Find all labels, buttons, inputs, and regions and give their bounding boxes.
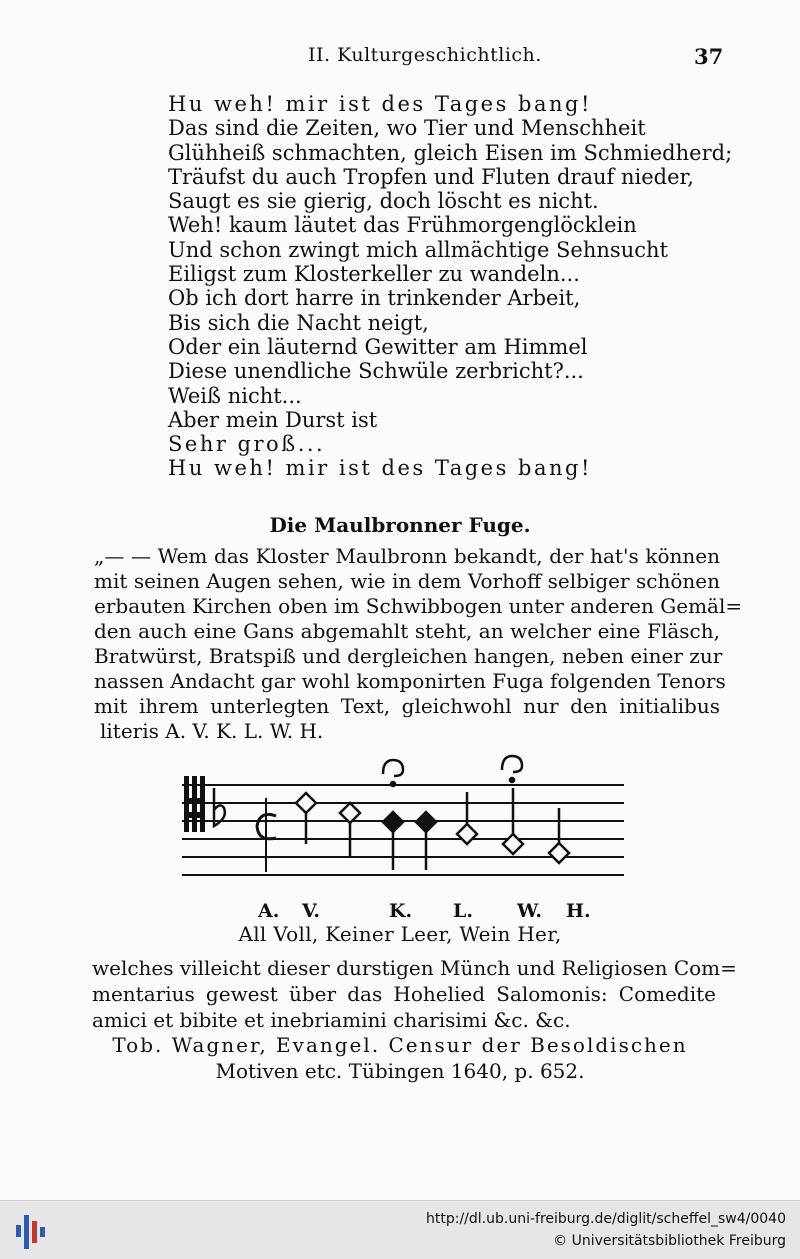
note-diamond-icon (503, 834, 523, 854)
poem-line: Saugt es sie gierig, doch löscht es nicht. (168, 189, 599, 214)
note-letter: H. (566, 900, 591, 922)
note-letters (0, 900, 800, 924)
prose-line: nassen Andacht gar wohl komponirten Fuga folgenden Tenors (94, 669, 726, 693)
poem-line: Hu weh! mir ist des Tages bang! (168, 456, 592, 481)
copyright-text: © Universitätsbibliothek Freiburg (553, 1233, 786, 1249)
library-logo-icon (14, 1209, 48, 1253)
prose-line: mit seinen Augen sehen, wie in dem Vorhoff selbiger schönen (94, 569, 720, 593)
page-number: 37 (694, 44, 724, 69)
prose-line: erbauten Kirchen oben im Schwibbogen unter anderen Gemäl= (94, 594, 743, 618)
prose-line: mit ihrem unterlegten Text, gleichwohl nur den initialibus (94, 694, 720, 718)
poem-line: Sehr groß... (168, 432, 326, 457)
poem-line: Das sind die Zeiten, wo Tier und Menschheit (168, 116, 646, 141)
note-letter: L. (453, 900, 473, 922)
note-letter: K. (389, 900, 413, 922)
clef-icon (184, 776, 205, 832)
prose-line: Bratwürst, Bratspiß und dergleichen hangen, neben einer zur (94, 644, 723, 668)
poem-line: Eiligst zum Klosterkeller zu wandeln... (168, 262, 580, 287)
poem-line: Hu weh! mir ist des Tages bang! (168, 92, 592, 116)
poem (168, 92, 733, 481)
poem-line: Träufst du auch Tropfen und Fluten drauf nieder, (168, 164, 694, 189)
prose-line: den auch eine Gans abgemahlt steht, an welcher eine Fläsch, (94, 619, 720, 643)
poem-line: Ob ich dort harre in trinkender Arbeit, (168, 286, 581, 311)
citation-line: Tob. Wagner, Evangel. Censur der Besoldischen (112, 1033, 688, 1057)
poem-line: Weh! kaum läutet das Frühmorgenglöcklein (168, 213, 637, 238)
poem-line: Und schon zwingt mich allmächtige Sehnsucht (168, 237, 668, 262)
poem-line: Bis sich die Nacht neigt, (168, 310, 429, 335)
prose-line: „— — Wem das Kloster Maulbronn bekandt, der hat's können (94, 544, 720, 568)
note-letter: V. (302, 900, 321, 922)
note-diamond-icon (549, 843, 569, 863)
poem-line: Glühheiß schmachten, gleich Eisen im Schmiedherd; (168, 140, 733, 165)
poem-line: Oder ein läuternd Gewitter am Himmel (168, 334, 588, 359)
running-head: II. Kulturgeschichtlich. (308, 44, 542, 66)
prose-line: mentarius gewest über das Hohelied Salomonis: Comedite (92, 982, 716, 1006)
prose-paragraph (94, 544, 743, 744)
poem-line: Weiß nicht... (168, 383, 302, 408)
music-notation (180, 748, 640, 890)
section-title: Die Maulbronner Fuge. (269, 513, 531, 537)
poem-line: Diese unendliche Schwüle zerbricht?... (168, 359, 584, 384)
fermata-icon (502, 756, 522, 782)
viewer-footer (0, 1200, 800, 1259)
poem-line: Aber mein Durst ist (168, 407, 378, 432)
citation (0, 1032, 800, 1084)
prose-paragraph-2 (92, 955, 737, 1033)
note-diamond-icon (457, 824, 477, 844)
page-header (0, 44, 800, 74)
underlaid-text: All Voll, Keiner Leer, Wein Her, (238, 922, 562, 946)
prose-line: welches villeicht dieser durstigen Münch und Religiosen Com= (92, 956, 737, 980)
note-letter: A. (258, 900, 280, 922)
note-diamond-icon (296, 793, 316, 813)
note-letter: W. (517, 900, 542, 922)
prose-line: literis A. V. K. L. W. H. (100, 719, 324, 743)
citation-line: Motiven etc. Tübingen 1640, p. 652. (215, 1059, 585, 1083)
fermata-icon (383, 760, 403, 786)
source-url-link[interactable]: http://dl.ub.uni-freiburg.de/diglit/scheffel_sw4/0040 (426, 1211, 786, 1227)
prose-line: amici et bibite et inebriamini charisimi &c. &c. (92, 1008, 571, 1032)
